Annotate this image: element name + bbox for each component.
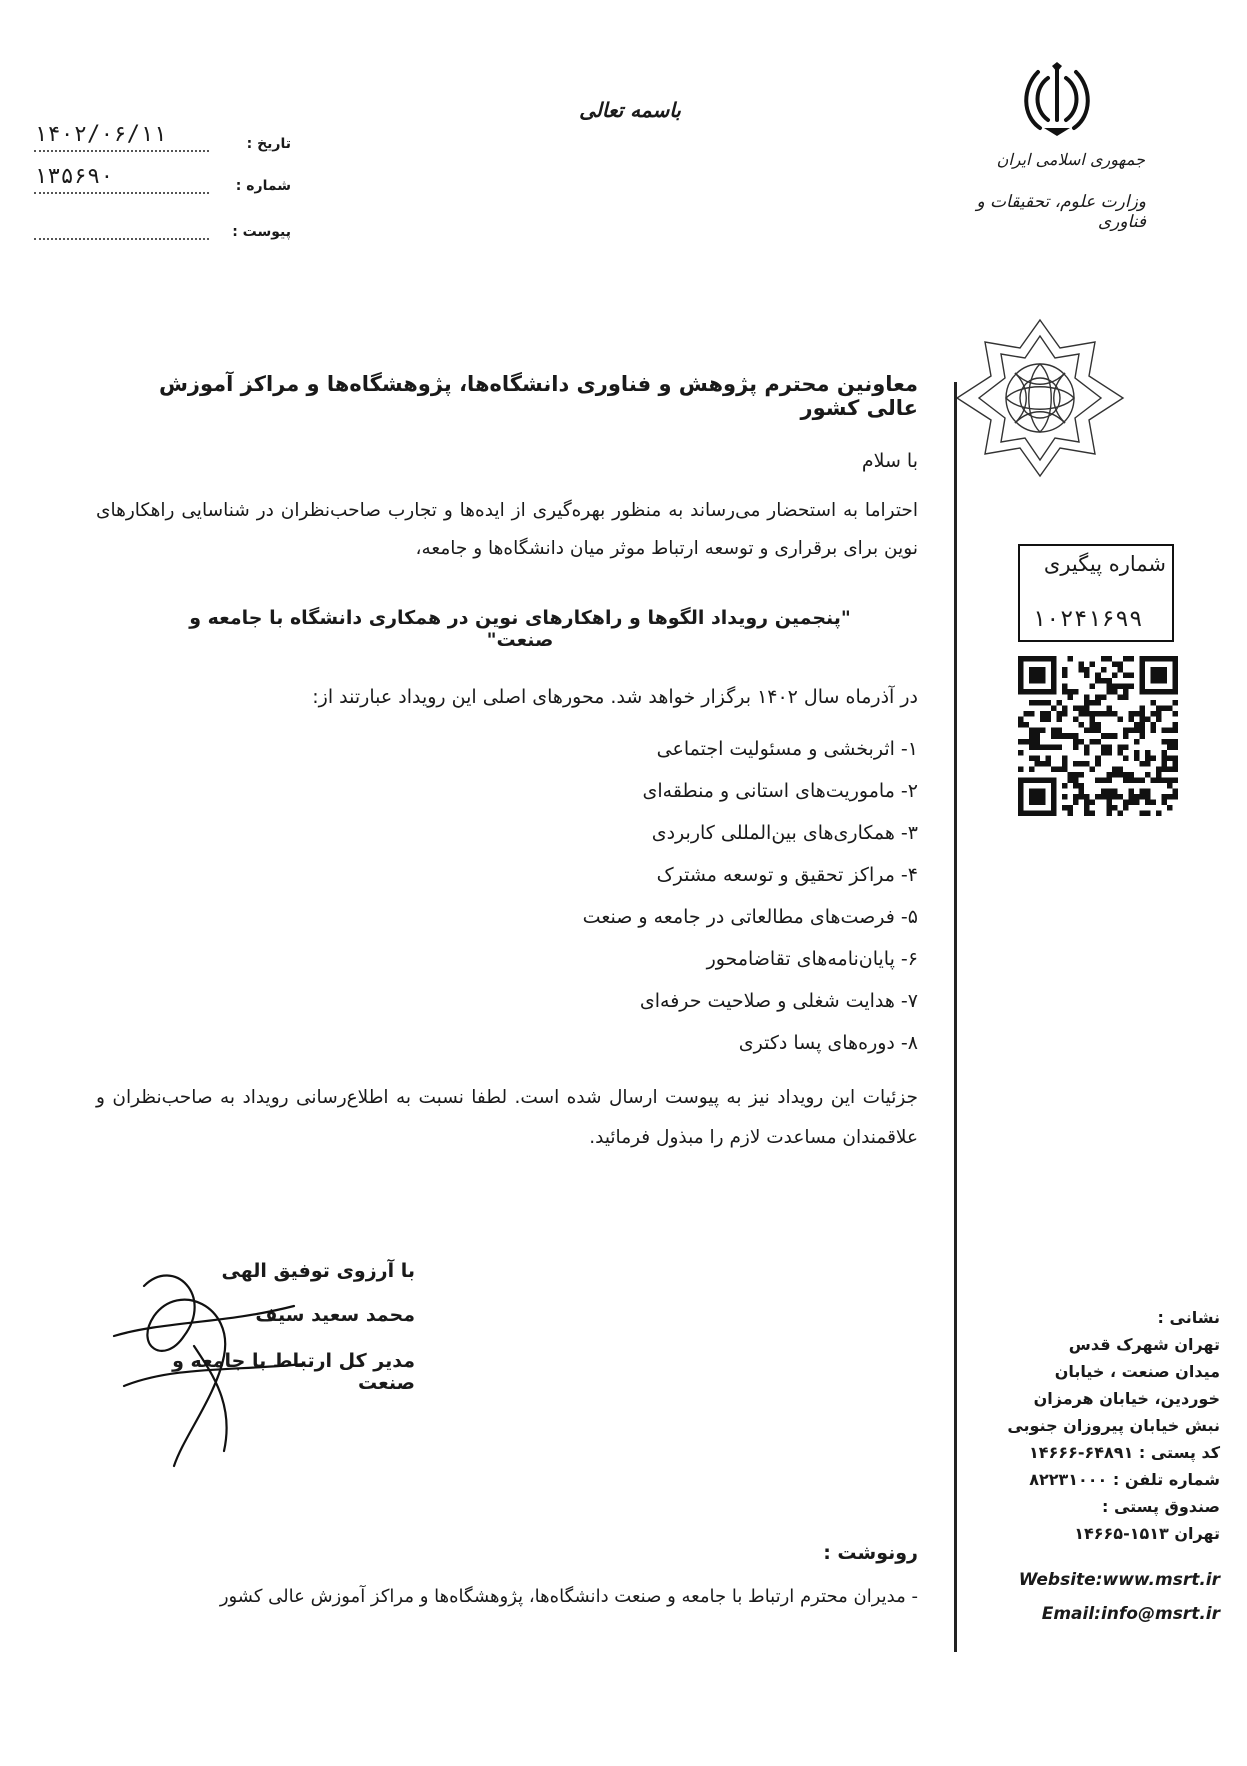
address-line: نبش خیابان پیروزان جنوبی xyxy=(1007,1416,1220,1435)
intro-line: در آذرماه سال ۱۴۰۲ برگزار خواهد شد. محورهای اصلی این رویداد عبارتند از: xyxy=(312,686,918,708)
address-line: کد پستی : ۶۴۸۹۱-۱۴۶۶۶ xyxy=(1029,1443,1220,1462)
tracking-label: شماره پیگیری xyxy=(1043,552,1166,576)
cc-title: رونوشت : xyxy=(823,1542,918,1564)
address-line: نشانی : xyxy=(1157,1308,1220,1327)
attachment-row xyxy=(34,206,291,240)
address-line: صندوق پستی : xyxy=(1101,1497,1220,1516)
address-line: تهران ۱۵۱۳-۱۴۶۶۵ xyxy=(1074,1524,1220,1543)
number-row xyxy=(34,160,291,194)
number-label: شماره : xyxy=(235,178,291,194)
email-link[interactable]: Email:info@msrt.ir xyxy=(1041,1604,1220,1624)
signature-closing: با آرزوی توفیق الهی xyxy=(221,1260,415,1282)
cc-item: - مدیران محترم ارتباط با جامعه و صنعت دانشگاه‌ها، پژوهشگاه‌ها و مراکز آموزش عالی کشور xyxy=(219,1586,918,1607)
bismillah: باسمه تعالی xyxy=(579,98,681,122)
opening-paragraph: احتراما به استحضار می‌رساند به منظور بهره‌گیری از ایده‌ها و تجارب صاحب‌نظران در شناسایی راهکارهای نوین برای برقراری و توسعه ارتباط موثر میان دانشگاه‌ها و جامعه، xyxy=(96,500,918,559)
date-row xyxy=(34,118,291,152)
list-item: ۷- هدایت شغلی و صلاحیت حرفه‌ای xyxy=(639,990,918,1012)
address-line: میدان صنعت ، خیابان xyxy=(1054,1362,1220,1381)
attachment-value xyxy=(34,208,209,240)
event-title: "پنجمین رویداد الگوها و راهکارهای نوین در همکاری دانشگاه با جامعه و صنعت" xyxy=(189,607,851,651)
list-item: ۶- پایان‌نامه‌های تقاضامحور xyxy=(706,948,918,970)
signature-name: محمد سعید سیف xyxy=(255,1304,415,1326)
list-item: ۲- ماموریت‌های استانی و منطقه‌ای xyxy=(642,780,918,802)
topics-list xyxy=(300,728,918,1064)
address-line: شماره تلفن : ۸۲۲۳۱۰۰۰ xyxy=(1029,1470,1220,1489)
details-paragraph: جزئیات این رویداد نیز به پیوست ارسال شده است. لطفا نسبت به اطلاع‌رسانی رویداد به صاحب‌نظران و علاقمندان مساعدت لازم را مبذول فرمائید. xyxy=(96,1087,918,1148)
recipient: معاونین محترم پژوهش و فناوری دانشگاه‌ها، پژوهشگاه‌ها و مراکز آموزش عالی کشور xyxy=(158,372,918,420)
number-value: ۱۳۵۶۹۰ xyxy=(34,162,209,194)
vertical-divider xyxy=(954,382,957,1652)
tracking-box xyxy=(1018,544,1174,642)
attachment-label: پیوست : xyxy=(232,224,291,240)
qr-code-icon xyxy=(1018,656,1178,816)
tracking-value: ۱۰۲۴۱۶۹۹ xyxy=(1032,606,1143,632)
list-item: ۸- دوره‌های پسا دکتری xyxy=(738,1032,918,1054)
list-item: ۵- فرصت‌های مطالعاتی در جامعه و صنعت xyxy=(582,906,918,928)
date-value: ۱۴۰۲/۰۶/۱۱ xyxy=(34,120,209,152)
address-block xyxy=(975,1304,1220,1547)
address-line: خوردین، خیابان هرمزان xyxy=(1033,1389,1220,1408)
ministry-line-2: وزارت علوم، تحقیقات و فناوری xyxy=(976,192,1146,232)
list-item: ۴- مراکز تحقیق و توسعه مشترک xyxy=(656,864,918,886)
signature-title: مدیر کل ارتباط با جامعه و صنعت xyxy=(172,1350,415,1394)
list-item: ۳- همکاری‌های بین‌المللی کاربردی xyxy=(651,822,918,844)
website-link[interactable]: Website:www.msrt.ir xyxy=(1018,1570,1220,1590)
ornament-icon xyxy=(955,318,1125,478)
address-line: تهران شهرک قدس xyxy=(1068,1335,1220,1354)
list-item: ۱- اثربخشی و مسئولیت اجتماعی xyxy=(656,738,918,760)
greeting: با سلام xyxy=(861,450,918,472)
iran-emblem-icon xyxy=(1022,62,1092,146)
ministry-line-1: جمهوری اسلامی ایران xyxy=(996,150,1145,169)
handwritten-signature-icon xyxy=(104,1236,324,1476)
date-label: تاریخ : xyxy=(246,136,291,152)
